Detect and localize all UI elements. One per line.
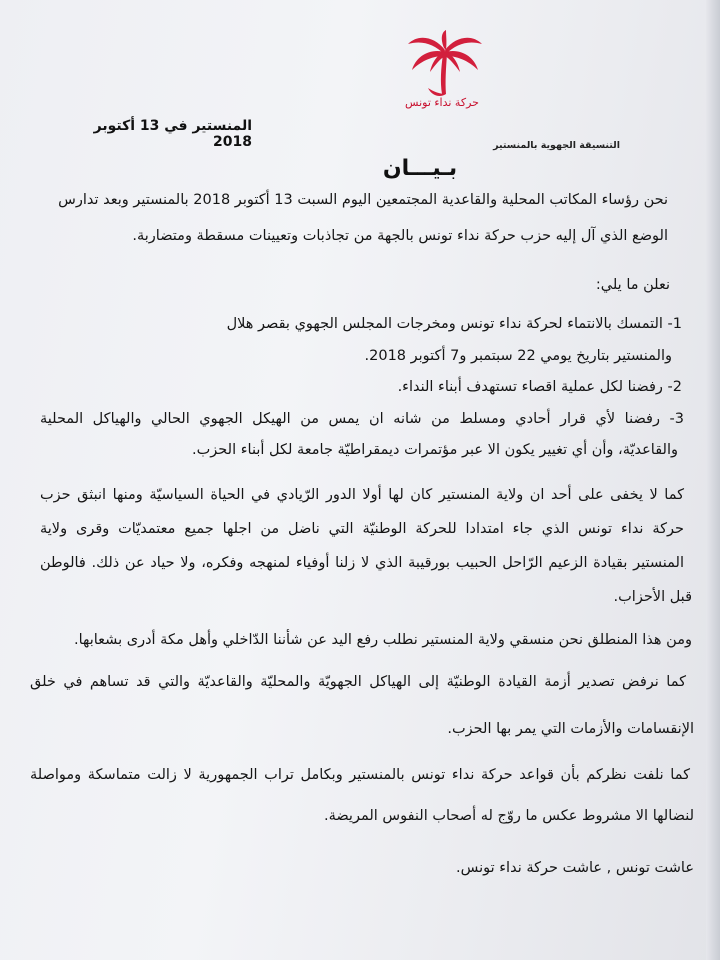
closing-line: عاشت تونس , عاشت حركة نداء تونس. [455, 860, 694, 876]
intro-line-1: نحن رؤساء المكاتب المحلية والقاعدية المجتمعين اليوم السبت 13 أكتوبر 2018 بالمنستير وبعد تدارس [58, 192, 668, 208]
list-item-3-line-1: 3- رفضنا لأي قرار أحادي ومسلط من شانه ان يمس من الهيكل الجهوي الحالي والهياكل المحلية [40, 411, 684, 427]
list-item-3-line-2: والقاعديّة، وأن أي تغيير يكون الا عبر مؤتمرات ديمقراطيّة جامعة لكل أبناء الحزب. [192, 442, 678, 458]
paragraph-1-line-2: حركة نداء تونس الذي جاء امتدادا للحركة الوطنيّة التي ناضل من اجلها جميع معتمديّات وقرى ولاية [40, 521, 684, 537]
paragraph-1-line-3: المنستير بقيادة الزعيم الرّاحل الحبيب بورقيبة الذي لا زلنا أوفياء لمنهجه وفكره، ولا حياد عن ذلك. فالوطن [40, 555, 684, 571]
list-item-1-line-2: والمنستير بتاريخ يومي 22 سبتمبر و7 أكتوبر 2018. [364, 348, 672, 364]
list-item-1-line-1: 1- التمسك بالانتماء لحركة نداء تونس ومخرجات المجلس الجهوي بقصر هلال [226, 316, 682, 332]
list-item-2: 2- رفضنا لكل عملية اقصاء تستهدف أبناء النداء. [397, 379, 682, 395]
paragraph-4-line-2: لنضالها الا مشروط عكس ما روّج له أصحاب النفوس المريضة. [323, 808, 694, 824]
paragraph-4-line-1: كما نلفت نظركم بأن قواعد حركة نداء تونس بالمنستير وبكامل تراب الجمهورية لا زالت متماسكة ومواصلة [30, 767, 690, 783]
paragraph-3-line-2: الإنقسامات والأزمات التي يمر بها الحزب. [447, 721, 694, 737]
document-title: بـيـــان [382, 156, 458, 181]
regional-coordination-label: التنسيقة الجهوية بالمنستير [493, 140, 620, 151]
paragraph-2: ومن هذا المنطلق نحن منسقي ولاية المنستير نطلب رفع اليد عن شأننا الدّاخلي وأهل مكة أدرى بشعابها. [74, 632, 692, 648]
paragraph-1-line-4: قبل الأحزاب. [613, 589, 692, 605]
logo-caption: حركة نداء تونس [405, 96, 479, 109]
announce-heading: نعلن ما يلي: [595, 277, 670, 293]
document-date: المنستير في 13 أكتوبر 2018 [93, 118, 252, 150]
intro-line-2: الوضع الذي آل إليه حزب حركة نداء تونس بالجهة من تجاذبات وتعيينات مسقطة ومتضاربة. [132, 228, 668, 244]
paper-edge-shadow [706, 0, 720, 960]
paragraph-1-line-1: كما لا يخفى على أحد ان ولاية المنستير كان لها أولا الدور الرّيادي في الحياة السياسيّة ومنها انبثق حزب [40, 487, 684, 503]
paragraph-3-line-1: كما نرفض تصدير أزمة القيادة الوطنيّة إلى الهياكل الجهويّة والمحليّة والقاعديّة والتي قد تساهم في خلق [30, 674, 686, 690]
